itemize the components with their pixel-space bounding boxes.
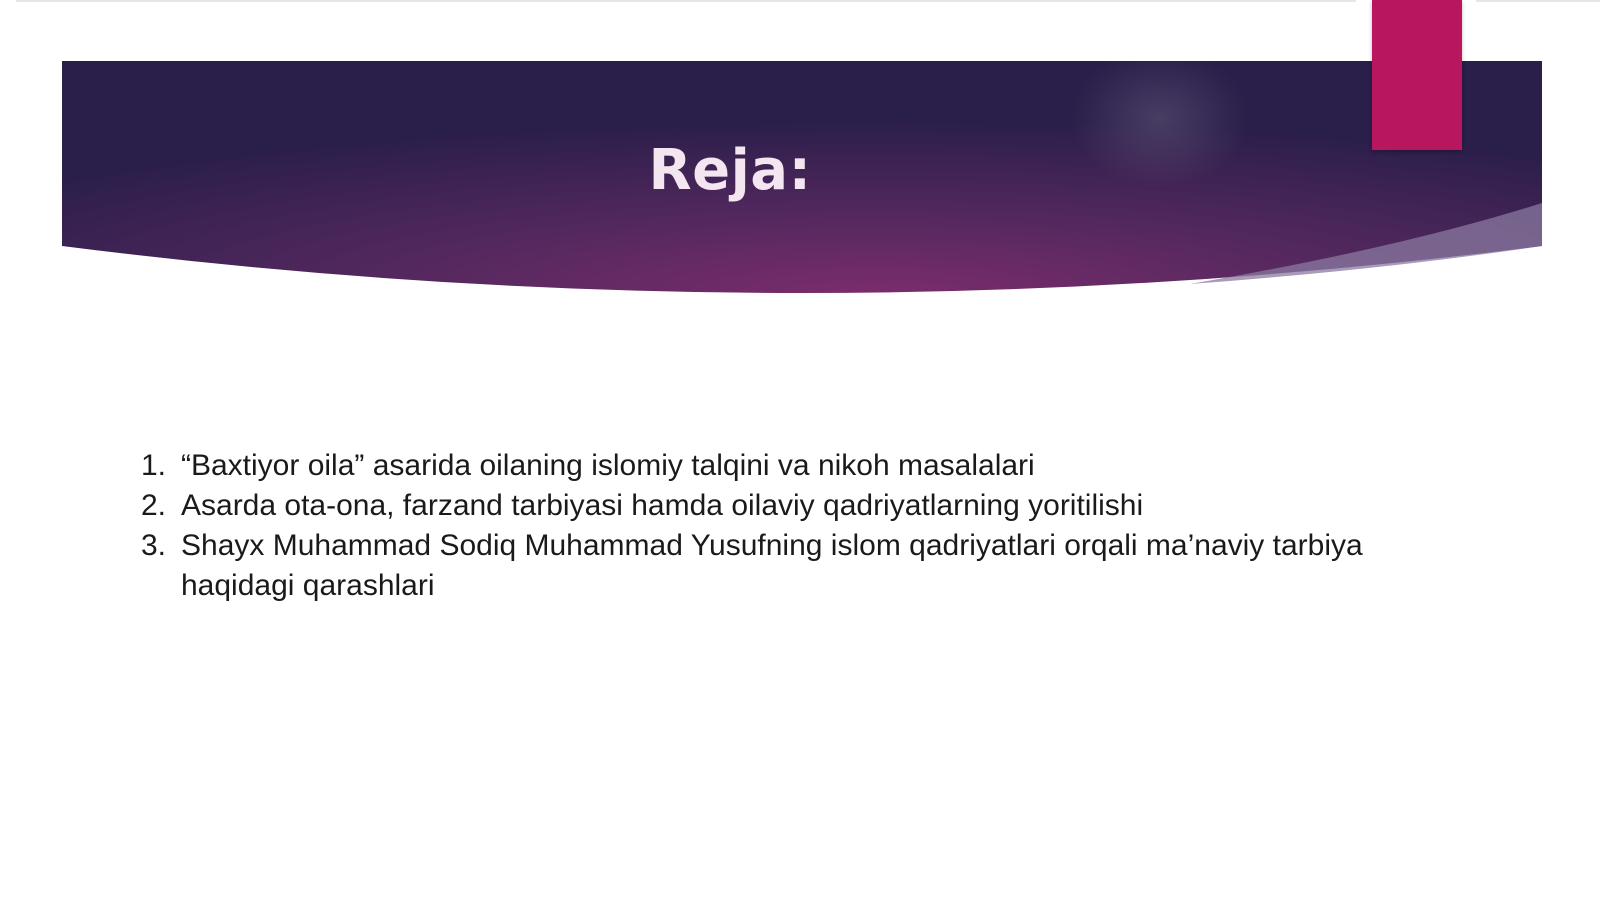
list-item (118, 486, 1458, 526)
accent-tab (1372, 0, 1462, 150)
list-item-text: Asarda ota-ona, farzand tarbiyasi hamda oilaviy qadriyatlarning yoritilishi (181, 489, 1144, 522)
agenda-list (118, 446, 1458, 606)
slide-title: Reja: (648, 138, 812, 203)
list-item-number: 2. (140, 489, 166, 522)
list-item-number: 3. (140, 529, 166, 562)
list-item-number: 1. (140, 449, 166, 482)
agenda-content (118, 446, 1458, 606)
list-item-text: “Baxtiyor oila” asarida oilaning islomiy talqini va nikoh masalalari (181, 449, 1035, 482)
list-item-text: Shayx Muhammad Sodiq Muhammad Yusufning islom qadriyatlari orqali ma’naviy tarbiya haqidagi qarashlari (181, 529, 1363, 602)
list-item (118, 526, 1458, 606)
list-item (118, 446, 1458, 486)
